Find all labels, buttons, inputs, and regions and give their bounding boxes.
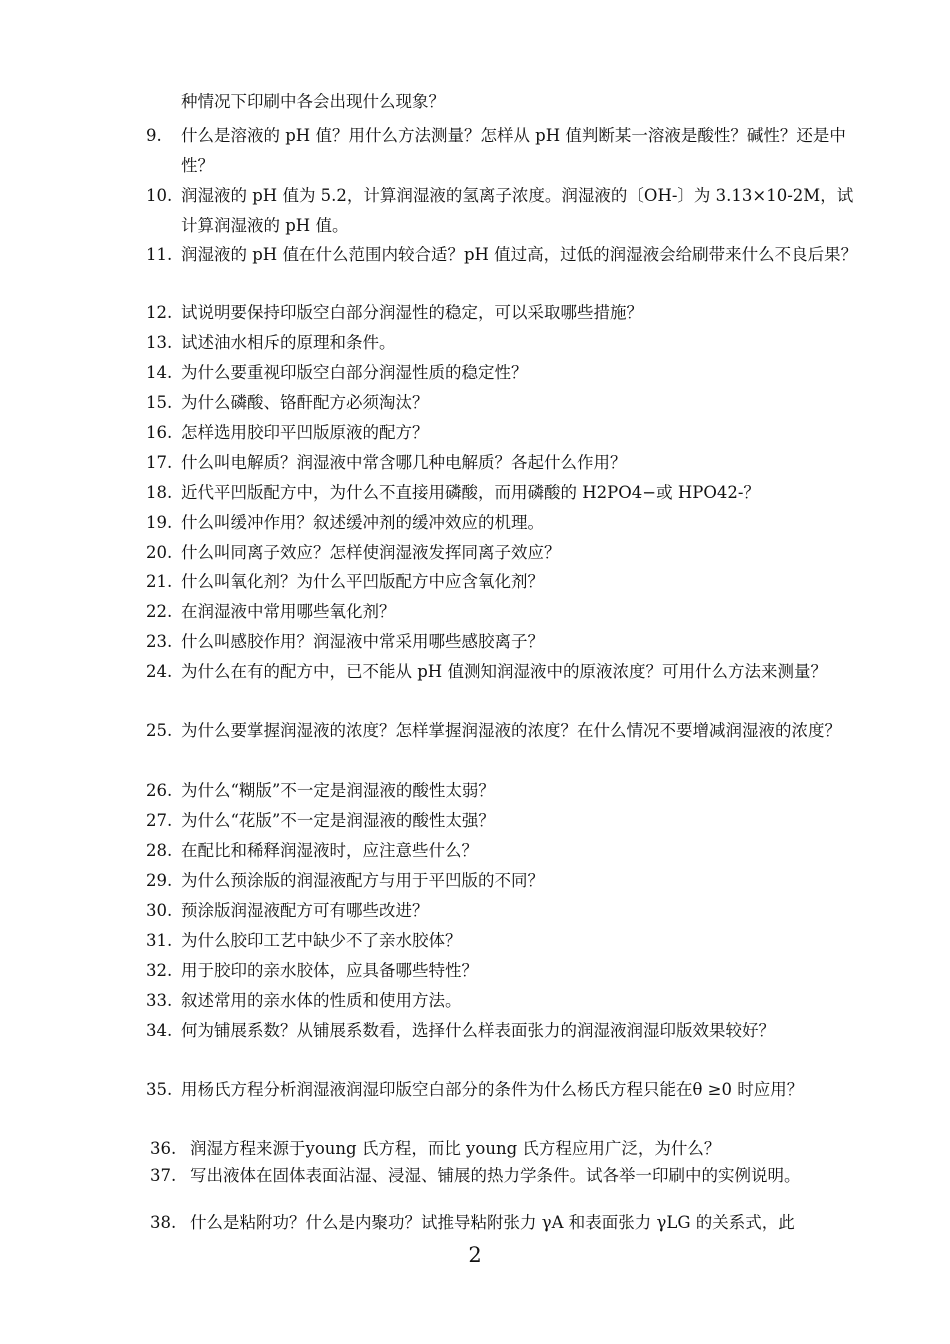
question-number: 19. <box>146 513 173 532</box>
question-number: 26. <box>146 781 173 800</box>
question-number: 23. <box>146 632 173 651</box>
question-text: 写出液体在固体表面沾湿、浸湿、铺展的热力学条件。试各举一印刷中的实例说明。 <box>190 1166 801 1185</box>
question-text: 为什么磷酸、铬酐配方必须淘汰？ <box>181 393 429 412</box>
question-number: 34. <box>146 1021 173 1040</box>
question-text: 润湿液的 pH 值在什么范围内较合适？pH 值过高，过低的润湿液会给刷带来什么不良后果？ <box>181 245 858 264</box>
question-number: 35. <box>146 1080 173 1099</box>
question-number: 31. <box>146 931 173 950</box>
question-number: 20. <box>146 543 173 562</box>
question-number: 14. <box>146 363 173 382</box>
question-number: 25. <box>146 721 173 740</box>
question-text: 什么叫同离子效应？怎样使润湿液发挥同离子效应？ <box>181 543 561 562</box>
question-number: 10. <box>146 186 173 205</box>
question-text: 用杨氏方程分析润湿液润湿印版空白部分的条件为什么杨氏方程只能在θ ≥0 时应用？ <box>181 1080 804 1099</box>
question-text: 怎样选用胶印平凹版原液的配方？ <box>181 423 429 442</box>
question-text: 用于胶印的亲水胶体，应具备哪些特性？ <box>181 961 478 980</box>
question-number: 9. <box>146 126 162 145</box>
question-text: 润湿液的 pH 值为 5.2，计算润湿液的氢离子浓度。润湿液的〔OH-〕为 3.13×10-2M，试计算润湿液的 pH 值。 <box>181 186 854 235</box>
question-text: 在配比和稀释润湿液时，应注意些什么？ <box>181 841 478 860</box>
question-number: 11. <box>146 245 173 264</box>
question-number: 16. <box>146 423 173 442</box>
question-number: 22. <box>146 602 173 621</box>
question-text: 什么叫氧化剂？为什么平凹版配方中应含氧化剂？ <box>181 572 544 591</box>
question-text: 为什么在有的配方中，已不能从 pH 值测知润湿液中的原液浓度？可用什么方法来测量？ <box>181 662 827 681</box>
question-text: 叙述常用的亲水体的性质和使用方法。 <box>181 991 462 1010</box>
question-number: 24. <box>146 662 173 681</box>
question-text: 为什么预涂版的润湿液配方与用于平凹版的不同？ <box>181 871 544 890</box>
question-number: 27. <box>146 811 173 830</box>
question-number: 21. <box>146 572 173 591</box>
question-text: 润湿方程来源于young 氏方程，而比 young 氏方程应用广泛，为什么？ <box>190 1139 721 1158</box>
question-number: 37. <box>150 1166 177 1185</box>
question-text: 为什么要掌握润湿液的浓度？怎样掌握润湿液的浓度？在什么情况不要增减润湿液的浓度？ <box>181 721 841 740</box>
question-text: 预涂版润湿液配方可有哪些改进？ <box>181 901 429 920</box>
question-number: 32. <box>146 961 173 980</box>
question-text: 什么是粘附功？什么是内聚功？试推导粘附张力 γA 和表面张力 γLG 的关系式，此 <box>190 1213 795 1232</box>
question-number: 17. <box>146 453 173 472</box>
question-number: 36. <box>150 1139 177 1158</box>
question-number: 30. <box>146 901 173 920</box>
question-text: 什么叫缓冲作用？叙述缓冲剂的缓冲效应的机理。 <box>181 513 544 532</box>
page-number: 2 <box>468 1243 482 1267</box>
question-text: 为什么“花版”不一定是润湿液的酸性太强？ <box>181 811 495 830</box>
question-text: 什么是溶液的 pH 值？用什么方法测量？怎样从 pH 值判断某一溶液是酸性？碱性？还是中性？ <box>181 126 846 175</box>
question-text: 试说明要保持印版空白部分润湿性的稳定，可以采取哪些措施？ <box>181 303 643 322</box>
question-number: 13. <box>146 333 173 352</box>
question-number: 15. <box>146 393 173 412</box>
question-text: 在润湿液中常用哪些氧化剂？ <box>181 602 396 621</box>
question-text: 什么叫感胶作用？润湿液中常采用哪些感胶离子？ <box>181 632 544 651</box>
question-text: 为什么要重视印版空白部分润湿性质的稳定性？ <box>181 363 528 382</box>
question-number: 12. <box>146 303 173 322</box>
question-number: 28. <box>146 841 173 860</box>
question-text: 何为铺展系数？从铺展系数看，选择什么样表面张力的润湿液润湿印版效果较好？ <box>181 1021 775 1040</box>
continuation-text: 种情况下印刷中各会出现什么现象？ <box>181 92 445 111</box>
question-number: 29. <box>146 871 173 890</box>
question-number: 33. <box>146 991 173 1010</box>
question-text: 近代平凹版配方中，为什么不直接用磷酸，而用磷酸的 H2PO4−或 HPO42-？ <box>181 483 760 502</box>
question-number: 18. <box>146 483 173 502</box>
question-text: 什么叫电解质？润湿液中常含哪几种电解质？各起什么作用？ <box>181 453 627 472</box>
question-text: 试述油水相斥的原理和条件。 <box>181 333 396 352</box>
question-number: 38. <box>150 1213 177 1232</box>
question-text: 为什么胶印工艺中缺少不了亲水胶体？ <box>181 931 462 950</box>
question-text: 为什么“糊版”不一定是润湿液的酸性太弱？ <box>181 781 495 800</box>
